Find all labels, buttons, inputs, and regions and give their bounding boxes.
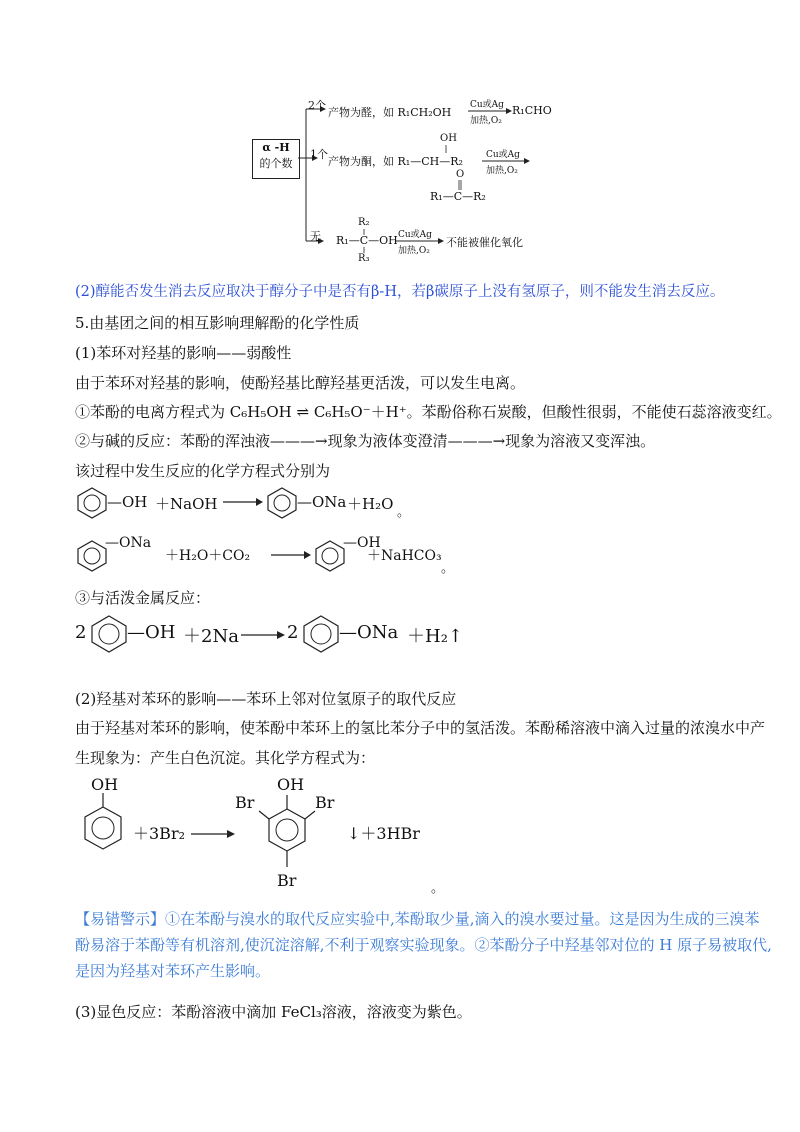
branch3-cond-top: Cu或Ag (398, 230, 432, 240)
branch3-cond-bot: 加热,O₂ (398, 246, 430, 256)
eq1-end: 。 (397, 505, 411, 520)
paragraph-metal-reaction: ③与活泼金属反应： (75, 589, 211, 607)
benzene-ring-icon (75, 486, 109, 520)
paragraph-base-reaction: ②与碱的反应：苯酚的浑浊液———→现象为液体变澄清———→现象为溶液又变浑浊。 (75, 432, 656, 450)
branch2-cond-bot: 加热,O₂ (486, 166, 518, 176)
equation-2 (75, 533, 455, 577)
benzene-ring-icon (89, 614, 129, 654)
eq4-oh-product: OH (277, 775, 305, 794)
section-heading-5: 5.由基团之间的相互影响理解酚的化学性质 (75, 314, 360, 332)
eq1-plus1: ＋NaOH (155, 495, 218, 513)
branch3-result: 不能被催化氧化 (446, 236, 523, 249)
branch2-cond-top: Cu或Ag (486, 150, 520, 160)
phenol-ring-icon (81, 791, 125, 861)
branch2-product: R₁—C—R₂ (430, 190, 486, 203)
eq2-end: 。 (441, 561, 455, 576)
paragraph-1: 由于苯环对羟基的影响，使酚羟基比醇羟基更活泼，可以发生电离。 (75, 374, 526, 392)
branch3-r2: R₂ (358, 217, 370, 228)
reaction-arrow-icon (191, 829, 235, 839)
equation-1 (75, 483, 435, 523)
eq2-plus2: ＋NaHCO₃ (367, 548, 442, 564)
eq4-oh: OH (91, 775, 119, 794)
reaction-arrow-icon (271, 550, 311, 560)
paragraph-substitution-b: 生现象为：产生白色沉淀。其化学方程式为： (75, 749, 376, 767)
branch3-count: 无 (310, 230, 321, 243)
eq4-plus2: ↓＋3HBr (347, 824, 420, 843)
benzene-ring-icon (265, 486, 299, 520)
branch1-cond-top: Cu或Ag (470, 100, 504, 110)
eq1-plus2: ＋H₂O (347, 495, 394, 513)
eq4-end: 。 (431, 881, 445, 896)
eq1-right: —ONa (297, 493, 347, 511)
branch3-r3: R₃ (358, 253, 370, 264)
eq4-plus1: ＋3Br₂ (133, 824, 186, 843)
branch1-count: 2个 (308, 99, 326, 112)
warning-line-1: ①在苯酚与溴水的取代反应实验中,苯酚取少量,滴入的溴水要过量。这是因为生成的三溴苯 (165, 910, 760, 928)
eq4-br-bottom: Br (277, 871, 297, 890)
paragraph-ionization: ①苯酚的电离方程式为 C₆H₅OH ⇌ C₆H₅O⁻＋H⁺。苯酚俗称石炭酸，但酸性很弱，不能使石蕊溶液变红。 (75, 403, 782, 421)
eq2-right: —OH (343, 535, 381, 551)
warning-line-3: 是因为羟基对苯环产生影响。 (75, 962, 271, 980)
paragraph-color-reaction: (3)显色反应：苯酚溶液中滴加 FeCl₃溶液，溶液变为紫色。 (75, 1003, 472, 1021)
warning-line-2: 酚易溶于苯酚等有机溶剂,使沉淀溶解,不利于观察实验现象。②苯酚分子中羟基邻对位的 H 原子易被取代, (75, 936, 772, 954)
benzene-ring-icon (301, 614, 341, 654)
alpha-h-diagram (240, 95, 580, 275)
eq3-right: —ONa (339, 622, 399, 643)
subheading-1: (1)苯环对羟基的影响——弱酸性 (75, 344, 292, 362)
eq4-br-right: Br (315, 793, 335, 812)
eq3-plus1: ＋2Na (183, 626, 239, 647)
note-elimination: (2)醇能否发生消去反应取决于醇分子中是否有β-H，若β碳原子上没有氢原子，则不能发生消去反应。 (75, 284, 725, 300)
warning-tag: 【易错警示】 (75, 910, 166, 928)
branch1-text: 产物为醛，如 R₁CH₂OH (328, 106, 452, 119)
branch2-text: 产物为酮，如 R₁—CH—R₂ (328, 155, 463, 168)
subheading-2: (2)羟基对苯环的影响——苯环上邻对位氢原子的取代反应 (75, 690, 457, 708)
box-label-1: α -H (262, 141, 290, 154)
reaction-arrow-icon (241, 630, 285, 640)
paragraph-substitution-a: 由于羟基对苯环的影响，使苯酚中苯环上的氢比苯分子中的氢活泼。苯酚稀溶液中滴入过量的浓溴水中产 (75, 719, 766, 737)
reaction-arrow-icon (223, 497, 263, 507)
paragraph-equations-intro: 该过程中发生反应的化学方程式分别为 (75, 462, 331, 480)
eq1-left: —OH (107, 493, 148, 511)
branch3-formula: R₁—C—OH (336, 234, 398, 247)
branch2-oh: OH (440, 133, 457, 144)
branch2-product-o: O (456, 169, 465, 180)
eq3-left: —OH (127, 622, 176, 643)
branch1-product: R₁CHO (512, 104, 552, 117)
eq3-plus2: ＋H₂↑ (407, 626, 463, 647)
equation-3 (75, 612, 475, 658)
branch2-count: 1个 (310, 148, 328, 161)
box-label-2: 的个数 (259, 157, 293, 170)
equation-4 (75, 775, 475, 895)
eq2-plus1: ＋H₂O＋CO₂ (165, 548, 251, 564)
warning-note (75, 906, 772, 984)
benzene-ring-icon (313, 539, 347, 573)
eq3-coef2: 2 (287, 622, 299, 643)
branch1-cond-bot: 加热,O₂ (470, 116, 502, 126)
eq3-coef1: 2 (75, 622, 87, 643)
benzene-ring-icon (75, 539, 109, 573)
eq2-left: —ONa (105, 535, 152, 551)
eq4-br-left: Br (235, 793, 255, 812)
